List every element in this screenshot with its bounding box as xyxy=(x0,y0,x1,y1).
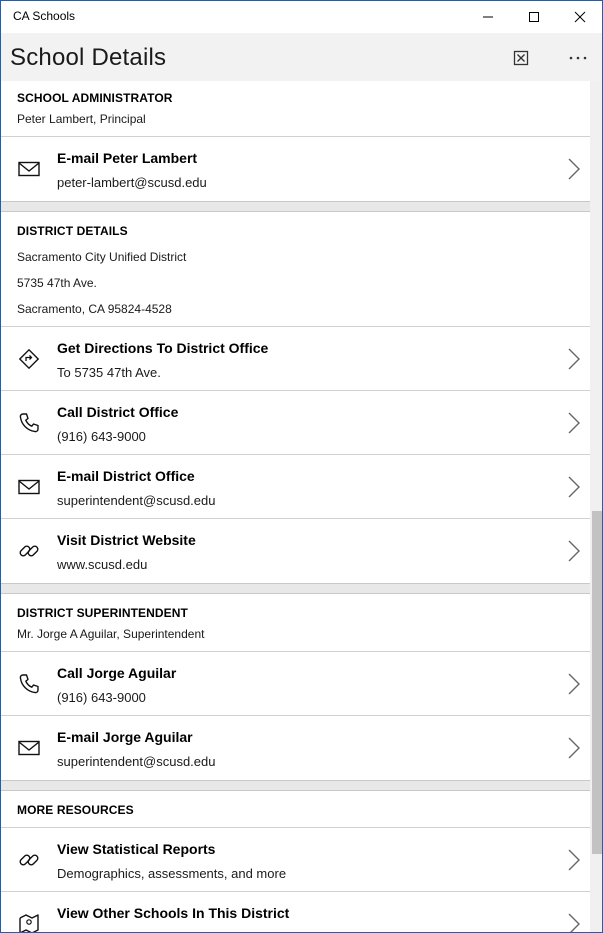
section-heading-superintendent: DISTRICT SUPERINTENDENT xyxy=(17,606,188,620)
maximize-icon xyxy=(528,11,540,23)
district-city: Sacramento, CA 95824-4528 xyxy=(17,302,172,316)
more-icon xyxy=(568,55,588,61)
row-title: Visit District Website xyxy=(57,532,196,548)
map-pin-icon xyxy=(17,912,41,933)
section-heading-district: DISTRICT DETAILS xyxy=(17,224,128,238)
row-title: E-mail District Office xyxy=(57,468,195,484)
row-title: E-mail Jorge Aguilar xyxy=(57,729,193,745)
email-district-row[interactable] xyxy=(1,455,590,519)
chevron-right-icon xyxy=(567,475,581,499)
district-name: Sacramento City Unified District xyxy=(17,250,187,264)
link-icon xyxy=(17,848,41,872)
clear-icon xyxy=(513,50,529,66)
row-title: Call District Office xyxy=(57,404,179,420)
chevron-right-icon xyxy=(567,672,581,696)
phone-icon xyxy=(17,672,41,696)
chevron-right-icon xyxy=(567,912,581,933)
row-subtitle: peter-lambert@scusd.edu xyxy=(57,175,207,190)
row-title: Get Directions To District Office xyxy=(57,340,269,356)
scrollbar-thumb[interactable] xyxy=(592,511,602,854)
email-administrator-row[interactable] xyxy=(1,137,590,201)
section-gap xyxy=(1,780,590,791)
visit-website-row[interactable] xyxy=(1,519,590,583)
clear-button[interactable] xyxy=(504,41,538,75)
app-title: CA Schools xyxy=(13,9,76,23)
mail-icon xyxy=(17,475,41,499)
section-gap xyxy=(1,583,590,594)
chevron-right-icon xyxy=(567,848,581,872)
call-superintendent-row[interactable] xyxy=(1,652,590,716)
row-title: Call Jorge Aguilar xyxy=(57,665,177,681)
directions-icon xyxy=(17,347,41,371)
close-icon xyxy=(574,11,586,23)
row-title: E-mail Peter Lambert xyxy=(57,150,198,166)
section-heading-resources: MORE RESOURCES xyxy=(17,803,134,817)
directions-row[interactable] xyxy=(1,327,590,391)
row-subtitle: superintendent@scusd.edu xyxy=(57,493,216,508)
page-header xyxy=(1,33,602,81)
minimize-icon xyxy=(482,11,494,23)
mail-icon xyxy=(17,157,41,181)
title-bar xyxy=(1,1,602,33)
row-subtitle: Demographics, assessments, and more xyxy=(57,866,287,881)
mail-icon xyxy=(17,736,41,760)
chevron-right-icon xyxy=(567,411,581,435)
call-district-row[interactable] xyxy=(1,391,590,455)
chevron-right-icon xyxy=(567,736,581,760)
row-subtitle: www.scusd.edu xyxy=(57,557,148,572)
close-button[interactable] xyxy=(557,1,603,33)
chevron-right-icon xyxy=(567,157,581,181)
row-title: View Other Schools In This District xyxy=(57,905,290,921)
section-gap xyxy=(1,201,590,212)
row-subtitle: To 5735 47th Ave. xyxy=(57,365,161,380)
page-title: School Details xyxy=(10,44,167,71)
phone-icon xyxy=(17,411,41,435)
superintendent-name: Mr. Jorge A Aguilar, Superintendent xyxy=(17,627,205,641)
details-list xyxy=(1,81,590,933)
link-icon xyxy=(17,539,41,563)
section-heading-administrator: SCHOOL ADMINISTRATOR xyxy=(17,91,173,105)
chevron-right-icon xyxy=(567,539,581,563)
chevron-right-icon xyxy=(567,347,581,371)
district-street: 5735 47th Ave. xyxy=(17,276,97,290)
minimize-button[interactable] xyxy=(465,1,511,33)
administrator-name: Peter Lambert, Principal xyxy=(17,112,146,126)
other-schools-row[interactable] xyxy=(1,892,590,933)
more-options-button[interactable] xyxy=(561,41,595,75)
statistical-reports-row[interactable] xyxy=(1,828,590,892)
row-subtitle: (916) 643-9000 xyxy=(57,429,146,444)
maximize-button[interactable] xyxy=(511,1,557,33)
email-superintendent-row[interactable] xyxy=(1,716,590,780)
row-subtitle: (916) 643-9000 xyxy=(57,690,146,705)
row-subtitle: superintendent@scusd.edu xyxy=(57,754,216,769)
row-title: View Statistical Reports xyxy=(57,841,216,857)
